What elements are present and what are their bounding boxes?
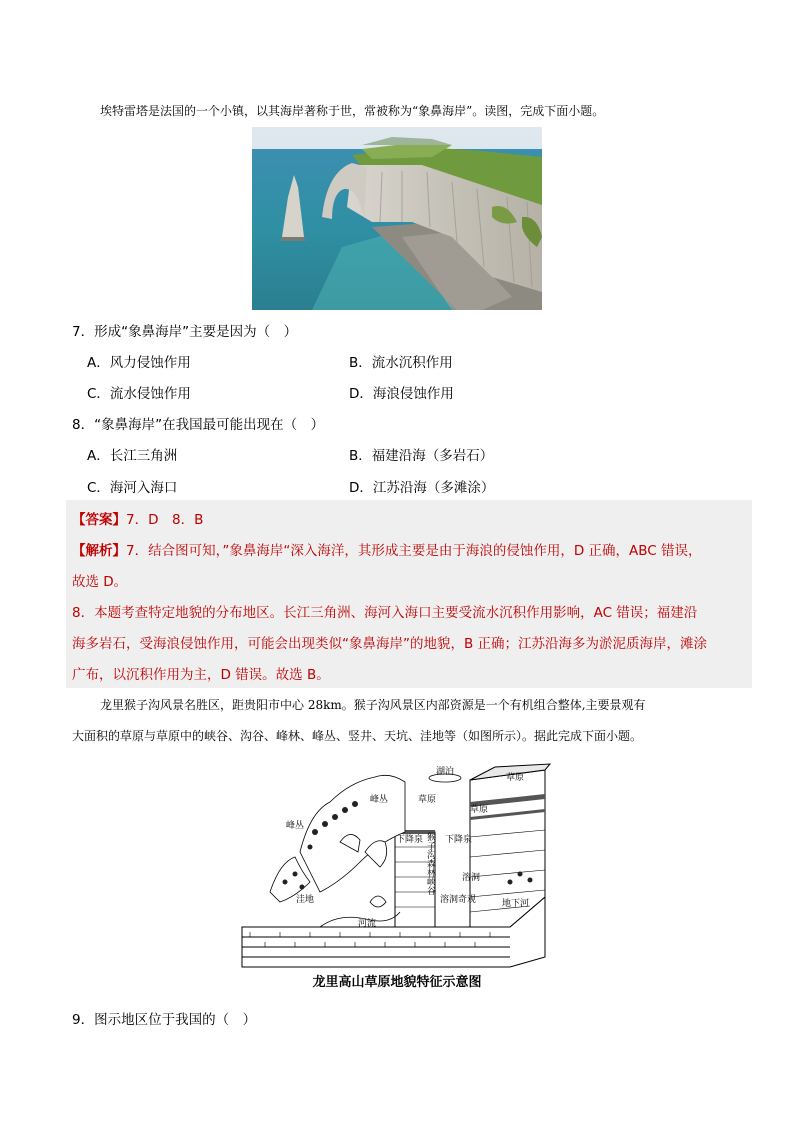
label-karst-cave: 溶洞奇观: [440, 895, 477, 905]
intro-text-2-line-2: 大面积的草原与草原中的峡谷、沟谷、峰林、峰丛、竖井、天坑、洼地等（如图所示）。据此完成下面小题。: [72, 729, 643, 743]
question-7-option-d: D．海浪侵蚀作用: [349, 386, 454, 402]
label-river: 河流: [358, 919, 377, 929]
question-8-option-b: B．福建沿海（多岩石）: [349, 448, 494, 464]
answer-text: 7．D 8．B: [126, 512, 204, 528]
label-spring-2: 下降泉: [445, 835, 473, 845]
question-9-stem: 9．图示地区位于我国的（ ）: [72, 1012, 257, 1028]
analysis-text-1: 7．结合图可知，”象鼻海岸“深入海洋，其形成主要是由于海浪的侵蚀作用，D 正确，ABC 错误，: [126, 543, 702, 559]
label-grassland-2: 草原: [418, 795, 437, 805]
label-gorge: 猴子沟森林峡谷: [425, 832, 435, 895]
label-cave: 溶洞: [462, 873, 481, 883]
answer-analysis-panel: [66, 500, 752, 688]
intro-text-2-line-1: 龙里猴子沟风景名胜区，距贵阳市中心 28km。猴子沟风景区内部资源是一个有机组合整体,主要景观有: [100, 698, 646, 712]
label-underground-river: 地下河: [502, 899, 530, 909]
question-8-option-d: D．江苏沿海（多滩涂）: [349, 480, 495, 496]
diagram-caption: 龙里高山草原地貌特征示意图: [312, 975, 482, 990]
label-grassland-3: 草原: [470, 805, 489, 815]
label-fengcong-2: 峰丛: [286, 821, 305, 831]
analysis-line-2: 故选 D。: [72, 574, 128, 590]
question-7-stem: 7．形成“象鼻海岸”主要是因为（ ）: [72, 324, 298, 340]
analysis-tag: 【解析】: [72, 543, 126, 559]
question-8-option-a: A．长江三角洲: [87, 448, 178, 464]
coast-photo: [252, 127, 542, 310]
question-7-option-c: C．流水侵蚀作用: [87, 386, 191, 402]
label-grassland-1: 草原: [506, 773, 525, 783]
analysis-line-1: [72, 539, 702, 559]
label-lake: 湖泊: [436, 767, 455, 777]
answer-tag: 【答案】: [72, 512, 126, 528]
question-7-option-a: A．风力侵蚀作用: [87, 355, 191, 371]
label-depression: 洼地: [296, 895, 315, 905]
label-fengcong-1: 峰丛: [370, 795, 389, 805]
question-8-stem: 8．“象鼻海岸”在我国最可能出现在（ ）: [72, 417, 325, 433]
question-8-option-c: C．海河入海口: [87, 480, 178, 496]
answer-line: [72, 508, 203, 528]
analysis-line-4: 海多岩石，受海浪侵蚀作用，可能会出现类似“象鼻海岸”的地貌，B 正确；江苏沿海多为淤泥质海岸，滩涂: [72, 636, 708, 652]
analysis-line-5: 广布，以沉积作用为主，D 错误。故选 B。: [72, 667, 330, 683]
question-7-option-b: B．流水沉积作用: [349, 355, 453, 371]
landform-diagram: [240, 762, 554, 992]
analysis-line-3: 8．本题考查特定地貌的分布地区。长江三角洲、海河入海口主要受流水沉积作用影响，AC 错误；福建沿: [72, 605, 698, 621]
label-spring-1: 下降泉: [396, 835, 424, 845]
intro-text-1: 埃特雷塔是法国的一个小镇，以其海岸著称于世，常被称为“象鼻海岸”。读图，完成下面小题。: [100, 104, 605, 118]
